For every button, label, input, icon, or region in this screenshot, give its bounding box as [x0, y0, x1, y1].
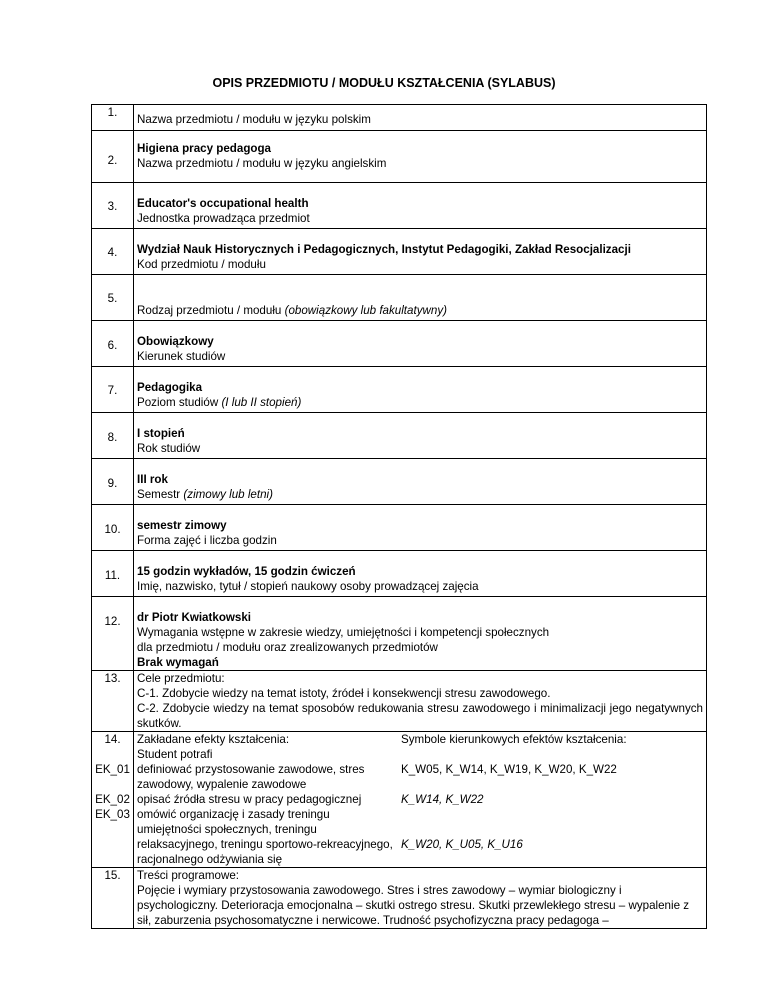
- goal-item: C-1. Zdobycie wiedzy na temat istoty, źródeł i konsekwencji stresu zawodowego.: [137, 687, 551, 700]
- effect-text: definiować przystosowanie zawodowe, stres zawodowy, wypalenie zawodowe: [137, 763, 365, 791]
- effect-symbols: K_W14, K_W22: [401, 793, 484, 806]
- row-label: Semestr (zimowy lub letni): [137, 488, 273, 501]
- row-cell: [134, 229, 707, 275]
- row-label: Kierunek studiów: [137, 350, 226, 363]
- study-level: I stopień: [137, 427, 185, 440]
- row-number: 8.: [92, 413, 134, 459]
- row-label: Kod przedmiotu / modułu: [137, 258, 266, 271]
- table-row: [92, 671, 707, 732]
- row-cell: [134, 671, 707, 732]
- row-cell: [134, 505, 707, 551]
- effect-item: [137, 792, 703, 807]
- symbols-header: Symbole kierunkowych efektów kształcenia:: [401, 733, 627, 746]
- table-row: [92, 105, 707, 131]
- class-form-hours: 15 godzin wykładów, 15 godzin ćwiczeń: [137, 565, 356, 578]
- semester: semestr zimowy: [137, 519, 227, 532]
- table-row: [92, 597, 707, 671]
- effects-intro: Student potrafi: [137, 748, 213, 761]
- row-number: 7.: [92, 367, 134, 413]
- lecturer-name: dr Piotr Kwiatkowski: [137, 611, 252, 624]
- row-cell: [134, 732, 707, 868]
- table-row: [92, 413, 707, 459]
- effect-label: Zakładane efekty kształcenia:: [137, 733, 290, 746]
- document-title: OPIS PRZEDMIOTU / MODUŁU KSZTAŁCENIA (SYLABUS): [212, 76, 556, 90]
- row-cell: [134, 459, 707, 505]
- row-cell: [134, 275, 707, 321]
- row-number: 12.: [92, 597, 134, 671]
- subject-type: Obowiązkowy: [137, 335, 214, 348]
- effect-code: EK_01: [95, 763, 130, 776]
- syllabus-table: [91, 104, 707, 929]
- row-number: 2.: [92, 131, 134, 183]
- unit-name: Wydział Nauk Historycznych i Pedagogicznych, Instytut Pedagogiki, Zakład Resocjalizacji: [137, 243, 631, 256]
- row-number: 13.: [92, 671, 134, 732]
- effect-symbols: K_W05, K_W14, K_W19, K_W20, K_W22: [401, 763, 617, 776]
- subject-name-pl: Higiena pracy pedagoga: [137, 142, 272, 155]
- study-year: III rok: [137, 473, 168, 486]
- row-number: 14. EK_01 EK_02 EK_03: [92, 732, 134, 868]
- field-of-study: Pedagogika: [137, 381, 203, 394]
- effect-text: opisać źródła stresu w pracy pedagogicznej: [137, 793, 362, 806]
- table-row: [92, 732, 707, 868]
- effect-symbols: K_W20, K_U05, K_U16: [401, 838, 523, 851]
- row-label: Forma zajęć i liczba godzin: [137, 534, 277, 547]
- effect-item: [137, 762, 703, 792]
- row-label: Cele przedmiotu:: [137, 672, 225, 685]
- table-row: [92, 505, 707, 551]
- row-cell: [134, 321, 707, 367]
- row-number: 1.: [92, 105, 134, 131]
- table-row: [92, 367, 707, 413]
- table-row: [92, 321, 707, 367]
- row-label: Nazwa przedmiotu / modułu w języku angielskim: [137, 157, 387, 170]
- row-number: 10.: [92, 505, 134, 551]
- effect-text: omówić organizację i zasady treningu umiejętności społecznych, treningu relaksacyjnego, treningu sportowo-rekreacyjnego, racjonalnego odżywiania się: [137, 808, 393, 866]
- table-row: [92, 551, 707, 597]
- row-cell: [134, 597, 707, 671]
- row-label: Rodzaj przedmiotu / modułu (obowiązkowy lub fakultatywny): [137, 304, 447, 317]
- table-row: [92, 229, 707, 275]
- table-row: [92, 868, 707, 929]
- row-number: 6.: [92, 321, 134, 367]
- row-label: Poziom studiów (I lub II stopień): [137, 396, 302, 409]
- requirements-value: Brak wymagań: [137, 656, 219, 669]
- row-label: Jednostka prowadząca przedmiot: [137, 212, 310, 225]
- row-cell: [134, 413, 707, 459]
- row-label: Nazwa przedmiotu / modułu w języku polskim: [134, 105, 707, 131]
- row-label: Treści programowe:: [137, 869, 240, 882]
- row-label: dla przedmiotu / modułu oraz zrealizowanych przedmiotów: [137, 641, 438, 654]
- row-label: Wymagania wstępne w zakresie wiedzy, umiejętności i kompetencji społecznych: [137, 626, 550, 639]
- row-number: 4.: [92, 229, 134, 275]
- effect-code: EK_03: [95, 808, 130, 821]
- table-row: [92, 459, 707, 505]
- effect-item: [137, 807, 703, 867]
- row-cell: [134, 551, 707, 597]
- row-number: 15.: [92, 868, 134, 929]
- row-number: 11.: [92, 551, 134, 597]
- row-cell: [134, 868, 707, 929]
- goal-item: C-2. Zdobycie wiedzy na temat sposobów redukowania stresu zawodowego i minimalizacji jego negatywnych skutków.: [137, 702, 703, 730]
- row-label: Rok studiów: [137, 442, 201, 455]
- row-number: 3.: [92, 183, 134, 229]
- effect-code: EK_02: [95, 793, 130, 806]
- table-row: [92, 183, 707, 229]
- subject-name-en: Educator's occupational health: [137, 197, 309, 210]
- table-row: [92, 275, 707, 321]
- row-cell: [134, 183, 707, 229]
- row-number: 9.: [92, 459, 134, 505]
- table-row: [92, 131, 707, 183]
- row-label: Imię, nazwisko, tytuł / stopień naukowy osoby prowadzącej zajęcia: [137, 580, 479, 593]
- program-content: Pojęcie i wymiary przystosowania zawodowego. Stres i stres zawodowy – wymiar biologiczny i psychologiczny. Deterioracja emocjonalna – skutki ostrego stresu. Skutki przewlekłego stresu – wypalenie z sił, zaburzenia psychosomatyczne i nerwicowe. Trudność psychofizyczna pracy pedagoga –: [137, 884, 690, 927]
- row-cell: [134, 367, 707, 413]
- row-number: 5.: [92, 275, 134, 321]
- row-cell: [134, 131, 707, 183]
